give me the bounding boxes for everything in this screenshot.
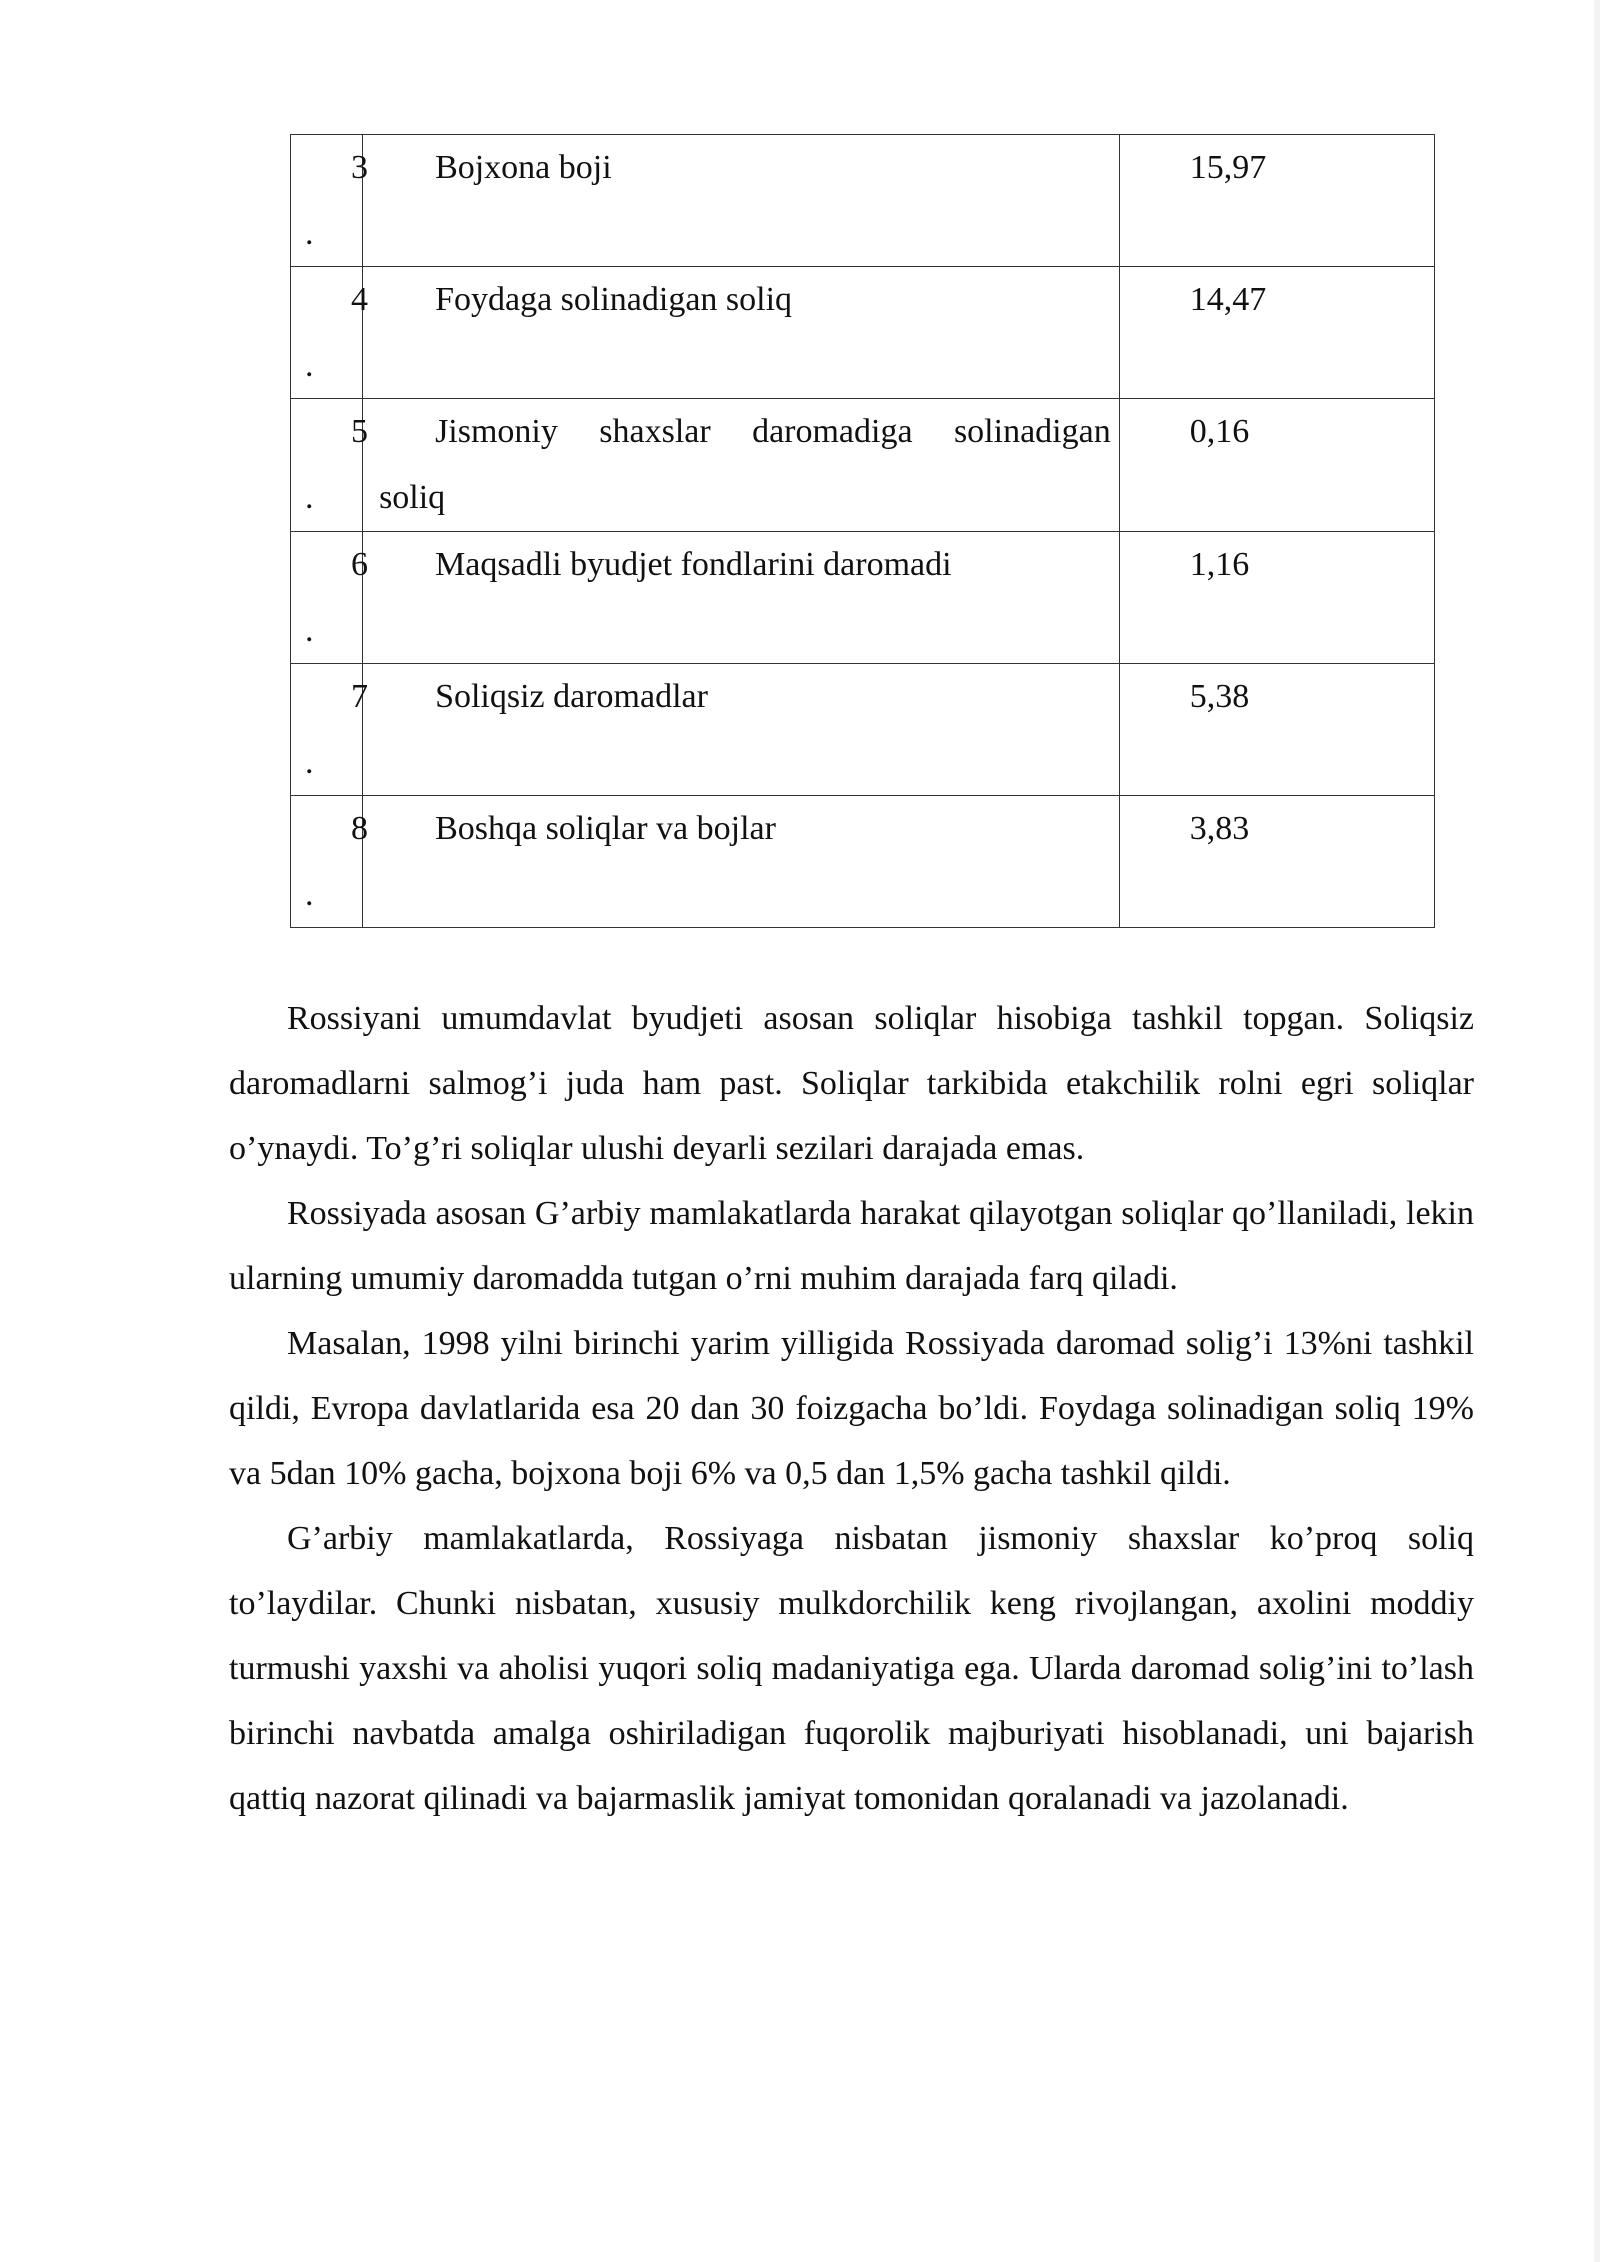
row-value: 1,16 [1119,532,1434,664]
row-name-cell [363,532,1120,664]
row-name-cell [363,135,1120,267]
row-name: Bojxona boji [435,149,612,186]
row-name: Foydaga solinadigan soliq [435,281,793,318]
row-name: Maqsadli byudjet fondlarini daromadi [435,546,952,583]
row-name: Soliqsiz daromadlar [435,678,708,715]
row-name-cell [363,796,1120,928]
row-name: Jismoniy shaxslar daromadiga solinadigan [435,413,1111,450]
paragraph: Rossiyani umumdavlat byudjeti asosan soliqlar hisobiga tashkil topgan. Soliqsiz daromadlarni salmog’i juda ham past. Soliqlar tarkibida etakchilik rolni egri soliqlar o’ynaydi. To’g’ri soliqlar ulushi deyarli sezilari darajada emas. [229,1000,1474,1167]
row-number-cell [291,796,368,928]
row-number-cell [291,532,368,664]
row-value: 5,38 [1119,664,1434,796]
row-number-cell [291,664,368,796]
page-edge [1594,0,1600,2262]
row-name-cell [363,267,1120,399]
paragraph: G’arbiy mamlakatlarda, Rossiyaga nisbatan jismoniy shaxslar ko’proq soliq to’laydilar. Chunki nisbatan, xususiy mulkdorchilik keng rivojlangan, axolini moddiy turmushi yaxshi va aholisi yuqori soliq madaniyatiga ega. Ularda daromad solig’ini to’lash birinchi navbatda amalga oshiriladigan fuqorolik majburiyati hisoblanadi, uni bajarish qattiq nazorat qilinadi va bajarmaslik jamiyat tomonidan qoralanadi va jazolanadi. [229,1520,1474,1817]
row-number-cell [291,399,368,532]
row-number: 5 [351,413,368,450]
row-name-cell [363,664,1120,796]
table-row [291,796,1435,928]
row-number-dot: . [305,612,314,649]
table-row [291,399,1435,532]
row-number-dot: . [305,876,314,913]
row-number: 7 [351,678,368,715]
row-value: 0,16 [1119,399,1434,532]
row-number: 6 [351,546,368,583]
row-name-cell [363,399,1120,532]
paragraph: Masalan, 1998 yilni birinchi yarim yilligida Rossiyada daromad solig’i 13%ni tashkil qildi, Evropa davlatlarida esa 20 dan 30 foizgacha bo’ldi. Foydaga solinadigan soliq 19% va 5dan 10% gacha, bojxona boji 6% va 0,5 dan 1,5% gacha tashkil qildi. [229,1325,1474,1492]
row-number: 4 [351,281,368,318]
row-number: 3 [351,149,368,186]
paragraph: Rossiyada asosan G’arbiy mamlakatlarda harakat qilayotgan soliqlar qo’llaniladi, lekin ularning umumiy daromadda tutgan o’rni muhim darajada farq qiladi. [229,1195,1474,1297]
row-number-cell [291,135,368,267]
table-row [291,267,1435,399]
body-text [229,986,1474,1831]
table-row [291,664,1435,796]
row-number: 8 [351,810,368,847]
table-row [291,532,1435,664]
row-number-dot: . [305,479,314,516]
row-number-dot: . [305,215,314,252]
row-name: Boshqa soliqlar va bojlar [435,810,776,847]
row-name-continuation: soliq [379,479,446,516]
row-number-cell [291,267,368,399]
row-value: 3,83 [1119,796,1434,928]
row-number-dot: . [305,347,314,384]
tax-revenue-table [290,134,1435,928]
row-value: 15,97 [1119,135,1434,267]
row-value: 14,47 [1119,267,1434,399]
row-number-dot: . [305,744,314,781]
table-row [291,135,1435,267]
